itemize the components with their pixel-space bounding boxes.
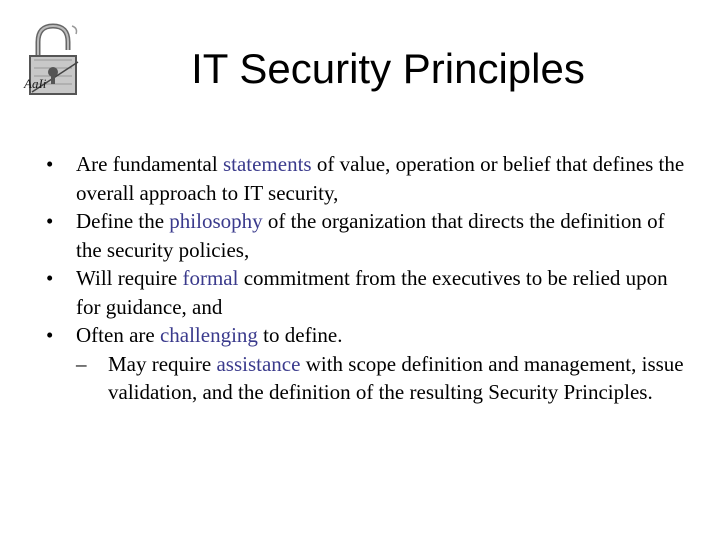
sub-bullet-marker: – xyxy=(76,351,87,376)
highlight-word: challenging xyxy=(159,323,258,347)
bullet-text: Define the xyxy=(76,209,170,233)
bullet-item xyxy=(46,264,686,321)
bullet-text: of the organization that directs the definition of the security policies, xyxy=(76,209,665,262)
bullet-text: Are fundamental xyxy=(76,152,223,176)
bullet-marker: • xyxy=(46,323,54,347)
bullet-text: to define. xyxy=(257,323,343,347)
slide-body xyxy=(46,150,686,407)
sub-bullet-text: with scope definition and management, issue validation, and the definition of the resulting Security Principles. xyxy=(108,351,684,404)
bullet-item xyxy=(46,207,686,264)
bullet-text: Often are xyxy=(76,323,160,347)
bullet-text: Will require xyxy=(76,266,183,290)
bullet-text: commitment from the executives to be relied upon for guidance, and xyxy=(76,266,668,319)
bullet-marker: • xyxy=(46,266,54,290)
bullet-item xyxy=(46,321,686,350)
highlight-word: assistance xyxy=(216,351,301,376)
highlight-word: formal xyxy=(182,266,239,290)
highlight-word: philosophy xyxy=(169,209,263,233)
sub-bullet-text: May require xyxy=(108,351,217,376)
sub-bullet-item xyxy=(46,350,686,407)
bullet-marker: • xyxy=(46,209,54,233)
slide-title: IT Security Principles xyxy=(191,45,585,92)
highlight-word: statements xyxy=(222,152,312,176)
bullet-item xyxy=(46,150,686,207)
bullet-text: of value, operation or belief that defines the overall approach to IT security, xyxy=(76,152,685,205)
bullet-marker: • xyxy=(46,152,54,176)
logo-text: AaIi xyxy=(24,76,47,91)
